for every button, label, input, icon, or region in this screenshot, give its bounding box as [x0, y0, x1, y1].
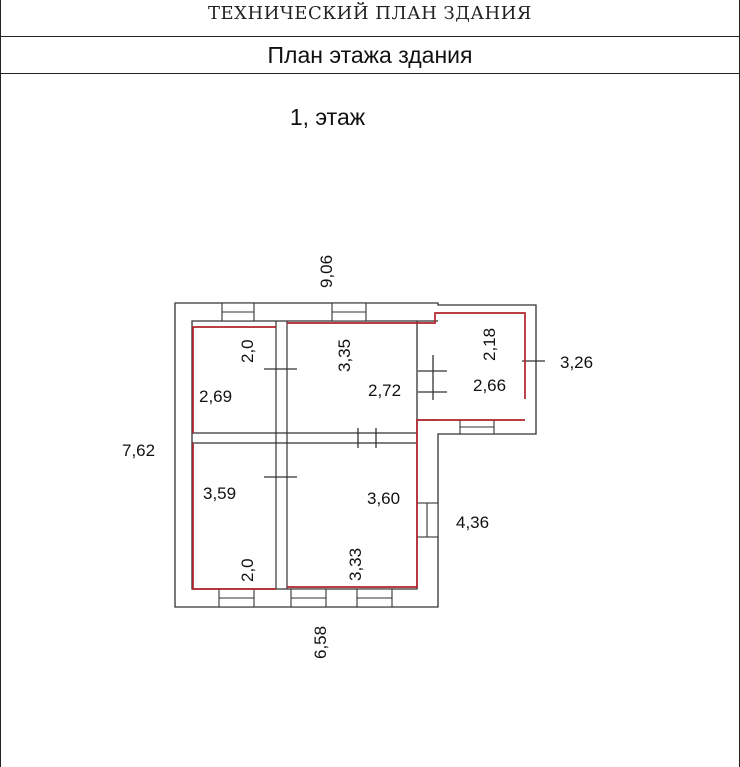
dim-left-total: 7,62 — [122, 441, 156, 460]
dim-room4-height: 3,59 — [203, 484, 237, 503]
document-title: ТЕХНИЧЕСКИЙ ПЛАН ЗДАНИЯ — [208, 3, 532, 24]
dim-room2-width: 3,35 — [335, 338, 354, 372]
dim-right-lower: 4,36 — [456, 513, 490, 532]
doors — [264, 355, 545, 477]
dim-room1-width: 2,0 — [238, 339, 257, 363]
dim-room4-width: 2,0 — [238, 558, 257, 582]
dim-top-total: 9,06 — [317, 254, 336, 288]
section-title: План этажа здания — [267, 42, 473, 68]
dim-room3-width: 2,18 — [480, 327, 499, 361]
dim-room3-height: 2,66 — [473, 376, 507, 395]
dim-room1-height: 2,69 — [199, 387, 233, 406]
dim-right-annex: 3,26 — [560, 353, 594, 372]
floor-label: 1, этаж — [289, 104, 366, 130]
dim-room5-height: 3,60 — [367, 489, 401, 508]
dim-room5-width: 3,33 — [346, 547, 365, 581]
dim-bottom-total: 6,58 — [311, 625, 330, 659]
dim-room2-height: 2,72 — [368, 381, 402, 400]
interior-walls — [192, 321, 438, 589]
